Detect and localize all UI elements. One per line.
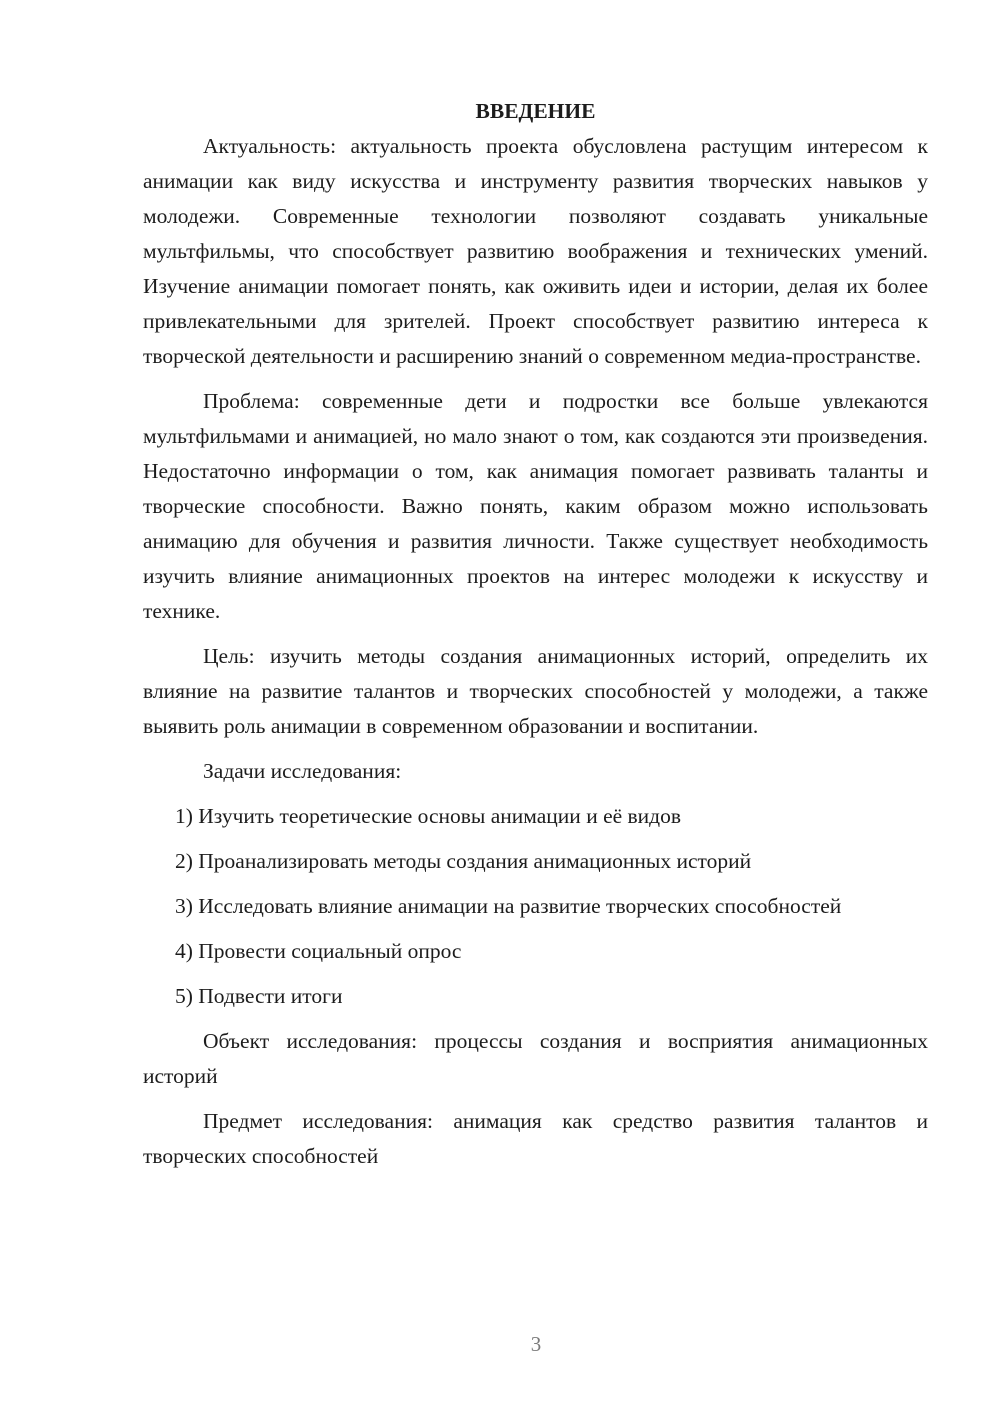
subject-paragraph: Предмет исследования: анимация как средство развития талантов и творческих способностей <box>143 1109 928 1168</box>
tasks-heading: Задачи исследования: <box>203 759 402 783</box>
task-item-3: 3) Исследовать влияние анимации на развитие творческих способностей <box>175 894 842 918</box>
task-item-4: 4) Провести социальный опрос <box>175 939 462 963</box>
problem-paragraph: Проблема: современные дети и подростки все больше увлекаются мультфильмами и анимацией, но мало знают о том, как создаются эти произведения. Недостаточно информации о том, как анимация помогает развивать таланты и творческие способности. Важно понять, каким образом можно использовать анимацию для обучения и развития личности. Также существует необходимость изучить влияние анимационных проектов на интерес молодежи к искусству и технике. <box>143 389 928 623</box>
page-number: 3 <box>530 1332 542 1356</box>
section-heading: ВВЕДЕНИЕ <box>475 99 596 123</box>
task-item-1: 1) Изучить теоретические основы анимации и её видов <box>175 804 682 828</box>
document-page <box>143 94 928 1184</box>
task-item-5: 5) Подвести итоги <box>175 984 343 1008</box>
object-paragraph: Объект исследования: процессы создания и восприятия анимационных историй <box>143 1029 928 1088</box>
task-item-2: 2) Проанализировать методы создания анимационных историй <box>175 849 752 873</box>
relevance-paragraph: Актуальность: актуальность проекта обусловлена растущим интересом к анимации как виду искусства и инструменту развития творческих навыков у молодежи. Современные технологии позволяют создавать уникальные мультфильмы, что способствует развитию воображения и технических умений. Изучение анимации помогает понять, как оживить идеи и истории, делая их более привлекательными для зрителей. Проект способствует развитию интереса к творческой деятельности и расширению знаний о современном медиа-пространстве. <box>143 134 928 368</box>
goal-paragraph: Цель: изучить методы создания анимационных историй, определить их влияние на развитие талантов и творческих способностей у молодежи, а также выявить роль анимации в современном образовании и воспитании. <box>143 644 928 738</box>
